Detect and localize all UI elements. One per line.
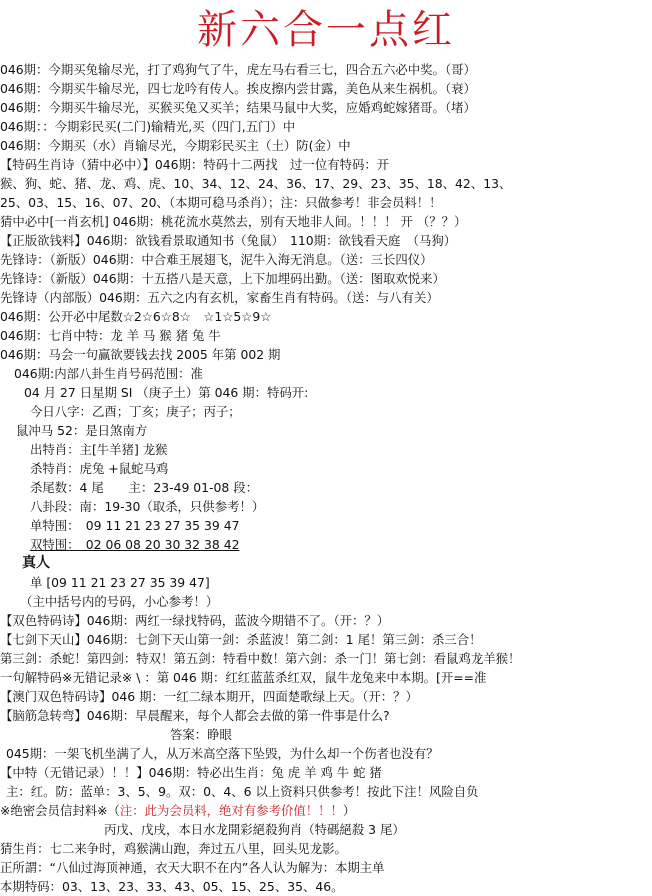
text-line: 【特码生肖诗（猜中必中）】046期：特码十二两找 过一位有特码：开 — [0, 157, 390, 172]
page-title: 新六合一点红 — [197, 7, 455, 53]
text-line: 八卦段：南：19-30（取杀，只供参考！） — [30, 499, 265, 514]
text-line: 鼠冲马 52：是日煞南方 — [16, 423, 148, 438]
text-line: 本期特码：03、13、23、33、43、05、15、25、35、46。 — [0, 879, 344, 894]
text-line: 杀尾数：4 尾 主：23-49 01-08 段： — [30, 480, 259, 495]
text-line: 【正版欲钱料】046期：欲钱看景取通知书（兔鼠） 110期：欲钱看天庭 （马狗） — [0, 233, 457, 248]
text-line: 猜生肖：七二来争时，鸡猴满山跑，奔过五八里，回头见龙影。 — [0, 841, 347, 856]
text-line: 出特肖：主[牛羊猪] 龙猴 — [30, 442, 168, 457]
text-line: 046期：公开必中尾数☆2☆6☆8☆ ☆1☆5☆9☆ — [0, 309, 272, 324]
text-line: 【七剑下天山】046期：七剑下天山第一剑：杀蓝波！第二剑：1 尾！第三剑：杀三合！ — [0, 632, 482, 647]
text-line: 【澳门双色特码诗】046 期：一红二绿本期开，四面楚歌绿上天。（开：？） — [0, 689, 418, 704]
highlighted-note: 注：此为会员料，绝对有参考价值！！！ — [119, 803, 343, 818]
text-line: 双特围： 02 06 08 20 30 32 38 42 — [30, 537, 240, 552]
text-line: 046期:内部八卦生肖号码范围：准 — [14, 366, 203, 381]
text-line: 046期：：今期彩民买(二门)输精光,买（四门,五门）中 — [0, 119, 296, 134]
text-line: 046期：今期买牛输尽光，四七龙吟有传人。挨皮擦内尝甘露，美色从来生祸机。（衰） — [0, 81, 476, 96]
text-line: 第三剑：杀蛇！第四剑：特双！第五剑：特看中数！第六剑：杀一门！第七剑：看鼠鸡龙羊猴！ — [0, 651, 521, 666]
text-line: 046期：今期买牛输尽光，买猴买兔又买羊；结果马鼠中大奖，应婚鸡蛇嫁猪哥。（堵） — [0, 100, 476, 115]
text-line — [0, 801, 652, 820]
text-line: 【双色特码诗】046期：两红一绿找特码，蓝波今期错不了。（开：？） — [0, 613, 390, 628]
text-line: 丙戊、戊戌，本日水龙開彩絕殺狗肖（特碼絕殺 3 尾） — [104, 822, 405, 837]
text-line: 046期：今期买（水）肖输尽光，今期彩民买主（土）防(金）中 — [0, 138, 351, 153]
text-line: 先锋诗：（新版）046期：十五搭八是天意，上下加埋码出勤。（送：图取欢悦来） — [0, 271, 445, 286]
text-segment: ） — [342, 803, 356, 818]
text-line: 046期：今期买兔输尽光，打了鸡狗气了牛，虎左马右看三七，四合五六必中奖。（哥） — [0, 62, 476, 77]
text-line: 【中特（无错记录）！！】046期：特必出生肖：兔 虎 羊 鸡 牛 蛇 猪 — [0, 765, 382, 780]
text-line: 单特围： 09 11 21 23 27 35 39 47 — [30, 518, 240, 533]
text-line: 单 [09 11 21 23 27 35 39 47] — [30, 575, 210, 590]
text-line: （主中括号内的号码，小心参考！） — [20, 594, 219, 609]
text-line: 主：红。防：蓝单：3、5、9。双：0、4、6 以上资料只供参考！按此下注！风险自负 — [6, 784, 479, 799]
text-line: 先锋诗（内部版）046期：五六之内有玄机，家畜生肖有特码。（送：与八有关） — [0, 290, 439, 305]
text-line: 猴、狗、蛇、猪、龙、鸡、虎、10、34、12、24、36、17、29、23、35、18、42、13、 — [0, 176, 512, 191]
text-line: 猜中必中[一肖玄机] 046期：桃花流水莫然去，别有天地非人间。！！！ 开 （？？） — [0, 214, 467, 229]
text-segment: ※绝密会员信封料※（ — [0, 803, 120, 818]
text-line: 一句解特码※无错记录※ \ ：第 046 期：红红蓝蓝杀红双，鼠牛龙兔来中本期。[开==准 — [0, 670, 487, 685]
text-line: 答案：睁眼 — [170, 727, 232, 742]
text-line: 正所謂：“八仙过海顶神通，衣天大职不在内”各人认为解为：本期主单 — [0, 860, 385, 875]
text-line: 25、03、15、16、07、20、（本期可稳马杀肖）；注：只做参考！非会员料！！ — [0, 195, 442, 210]
text-line: 真人 — [22, 555, 50, 571]
text-line: 杀特肖：虎兔 +鼠蛇马鸡 — [30, 461, 169, 476]
text-line: 046期：七肖中特：龙 羊 马 猴 猪 兔 牛 — [0, 328, 221, 343]
text-line: 先锋诗：（新版）046期：中合难王展翅飞，泥牛入海无消息。（送：三长四仪） — [0, 252, 433, 267]
text-line: 今日八字：乙酉；丁亥；庚子；丙子； — [30, 404, 241, 419]
text-line: 046期：马会一句赢欲要钱去找 2005 年第 002 期 — [0, 347, 281, 362]
text-line: 045期：一架飞机坐满了人，从万米高空落下坠毁，为什么却一个伤者也没有？ — [6, 746, 439, 761]
text-line: 04 月 27 日星期 SI （庚子土）第 046 期：特码开: — [24, 385, 309, 400]
text-line: 【脑筋急转弯】046期：早晨醒来，每个人都会去做的第一件事是什么? — [0, 708, 390, 723]
